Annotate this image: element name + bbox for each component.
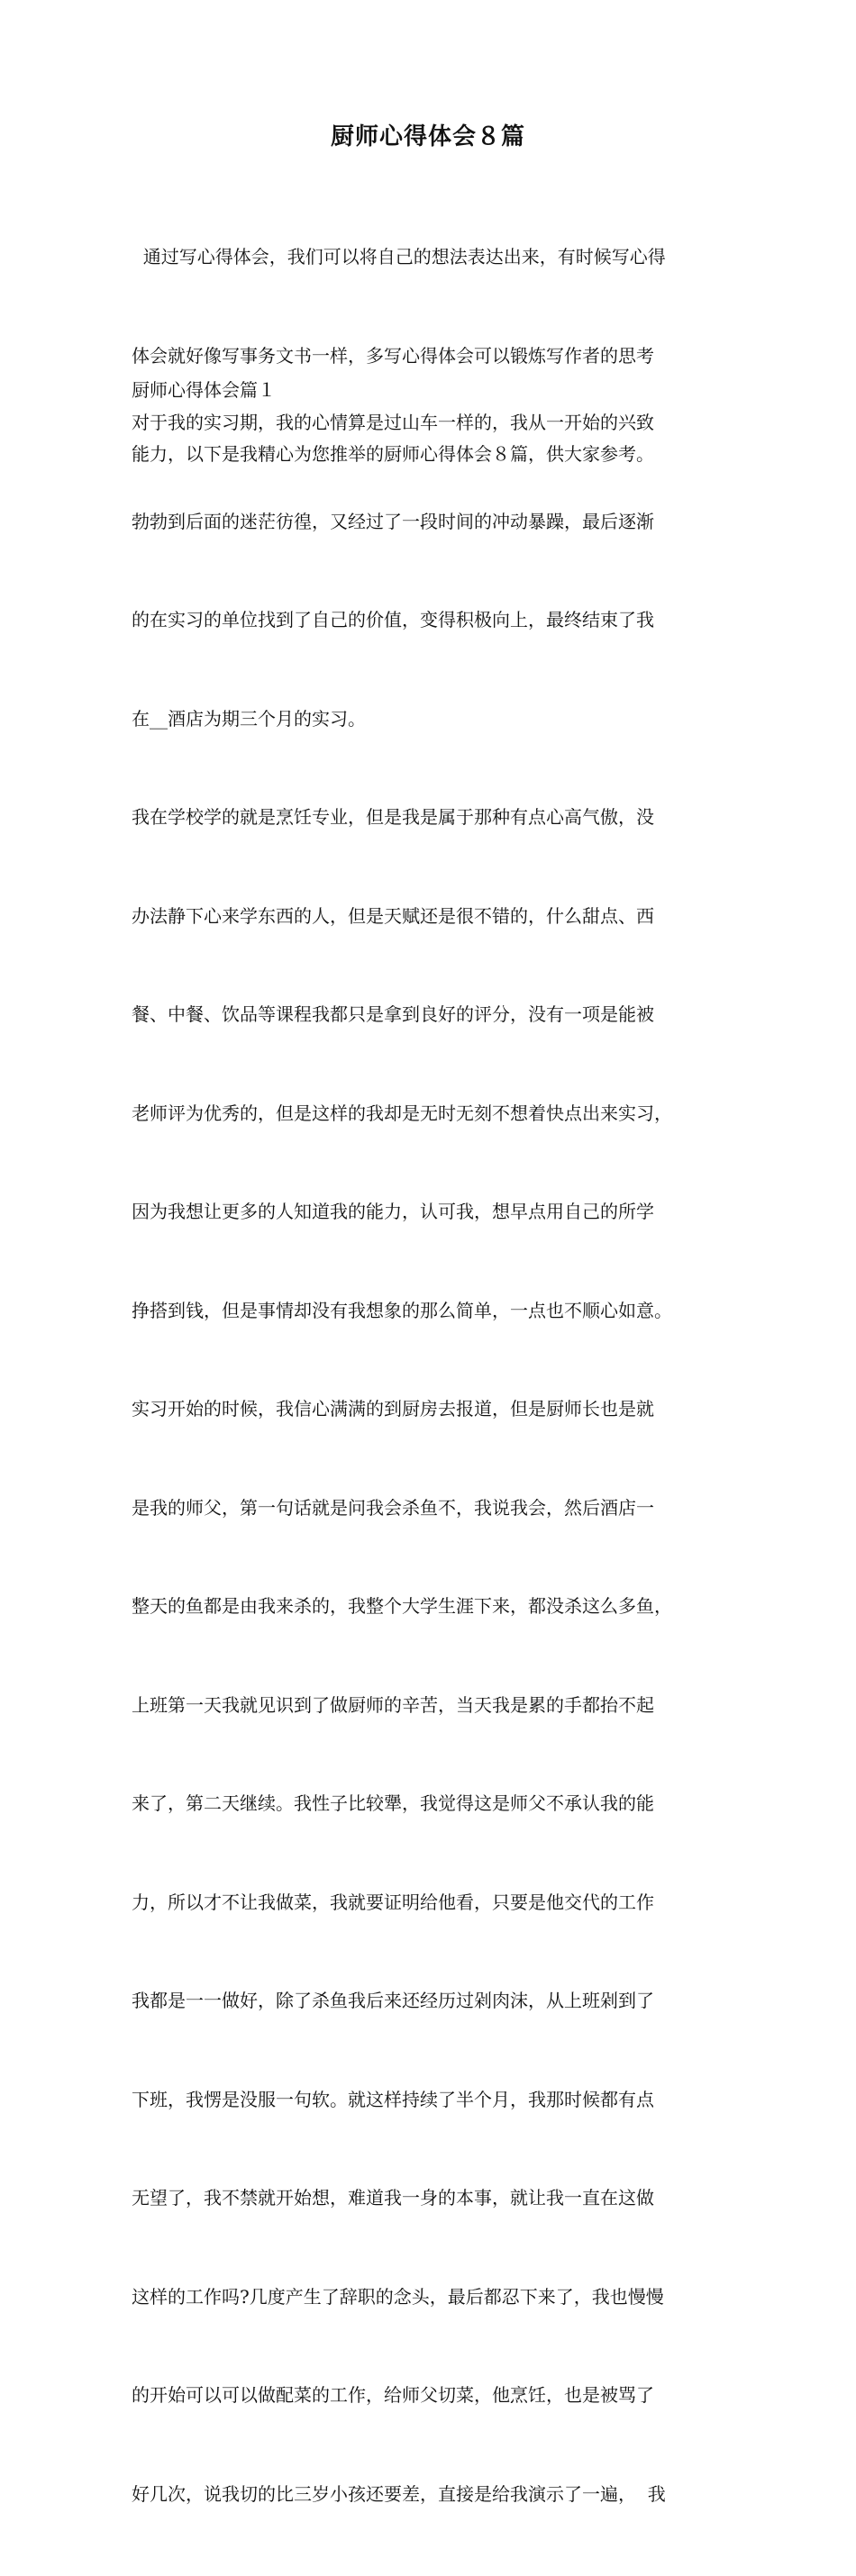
text-line: 好几次，说我切的比三岁小孩还要差，直接是给我演示了一遍， 我 [132,2482,666,2505]
text-line: 挣搭到钱，但是事情却没有我想象的那么简单，一点也不顺心如意。 [132,1299,672,1321]
text-line: 力，所以才不让我做菜，我就要证明给他看，只要是他交代的工作 [132,1891,654,1913]
text-line: 能力，以下是我精心为您推举的厨师心得体会８篇，供大家参考。 [132,443,654,465]
text-line: 这样的工作吗?几度产生了辞职的念头，最后都忍下来了，我也慢慢 [132,2285,664,2308]
text-line: 体会就好像写事务文书一样，多写心得体会可以锻炼写作者的思考 [132,344,654,367]
text-line: 是我的师父，第一句话就是问我会杀鱼不，我说我会，然后酒店一 [132,1496,654,1519]
text-line: 餐、中餐、饮品等课程我都只是拿到良好的评分，没有一项是能被 [132,1003,654,1025]
text-line: 上班第一天我就见识到了做厨师的辛苦，当天我是累的手都抬不起 [132,1693,654,1716]
text-line: 在__酒店为期三个月的实习。 [132,707,366,730]
text-line: 下班，我愣是没服一句软。就这样持续了半个月，我那时候都有点 [132,2088,654,2110]
text-line: 无望了，我不禁就开始想，难道我一身的本事，就让我一直在这做 [132,2187,654,2209]
text-line: 因为我想让更多的人知道我的能力，认可我，想早点用自己的所学 [132,1201,654,1222]
text-line: 实习开始的时候，我信心满满的到厨房去报道，但是厨师长也是就 [132,1398,654,1420]
body-paragraphs [132,340,735,2576]
text-line: 对于我的实习期，我的心情算是过山车一样的，我从一开始的兴致 [132,412,654,433]
section-heading-text: 厨师心得体会篇１ [132,379,276,401]
text-line: 整天的鱼都是由我来杀的，我整个大学生涯下来，都没杀这么多鱼， [132,1595,672,1617]
text-line: 我都是一一做好，除了杀鱼我后来还经历过剁肉沫，从上班剁到了 [132,1990,654,2011]
text-line: 的开始可以可以做配菜的工作，给师父切菜，他烹饪，也是被骂了 [132,2384,654,2406]
text-line: 办法静下心来学东西的人，但是天赋还是很不错的，什么甜点、西 [132,904,654,927]
document-title: 厨师心得体会８篇 [330,123,525,150]
text-line: 的在实习的单位找到了自己的价值，变得积极向上，最终结束了我 [132,609,654,630]
text-line: 来了，第二天继续。我性子比较犟，我觉得这是师父不承认我的能 [132,1792,654,1814]
text-line: 老师评为优秀的，但是这样的我却是无时无刻不想着快点出来实习， [132,1102,672,1124]
text-line: 勃勃到后面的迷茫彷徨，又经过了一段时间的冲动暴躁，最后逐渐 [132,510,654,532]
text-line: 我在学校学的就是烹饪专业，但是我是属于那种有点心高气傲，没 [132,806,654,828]
text-line: 通过写心得体会，我们可以将自己的想法表达出来，有时候写心得 [132,246,666,268]
